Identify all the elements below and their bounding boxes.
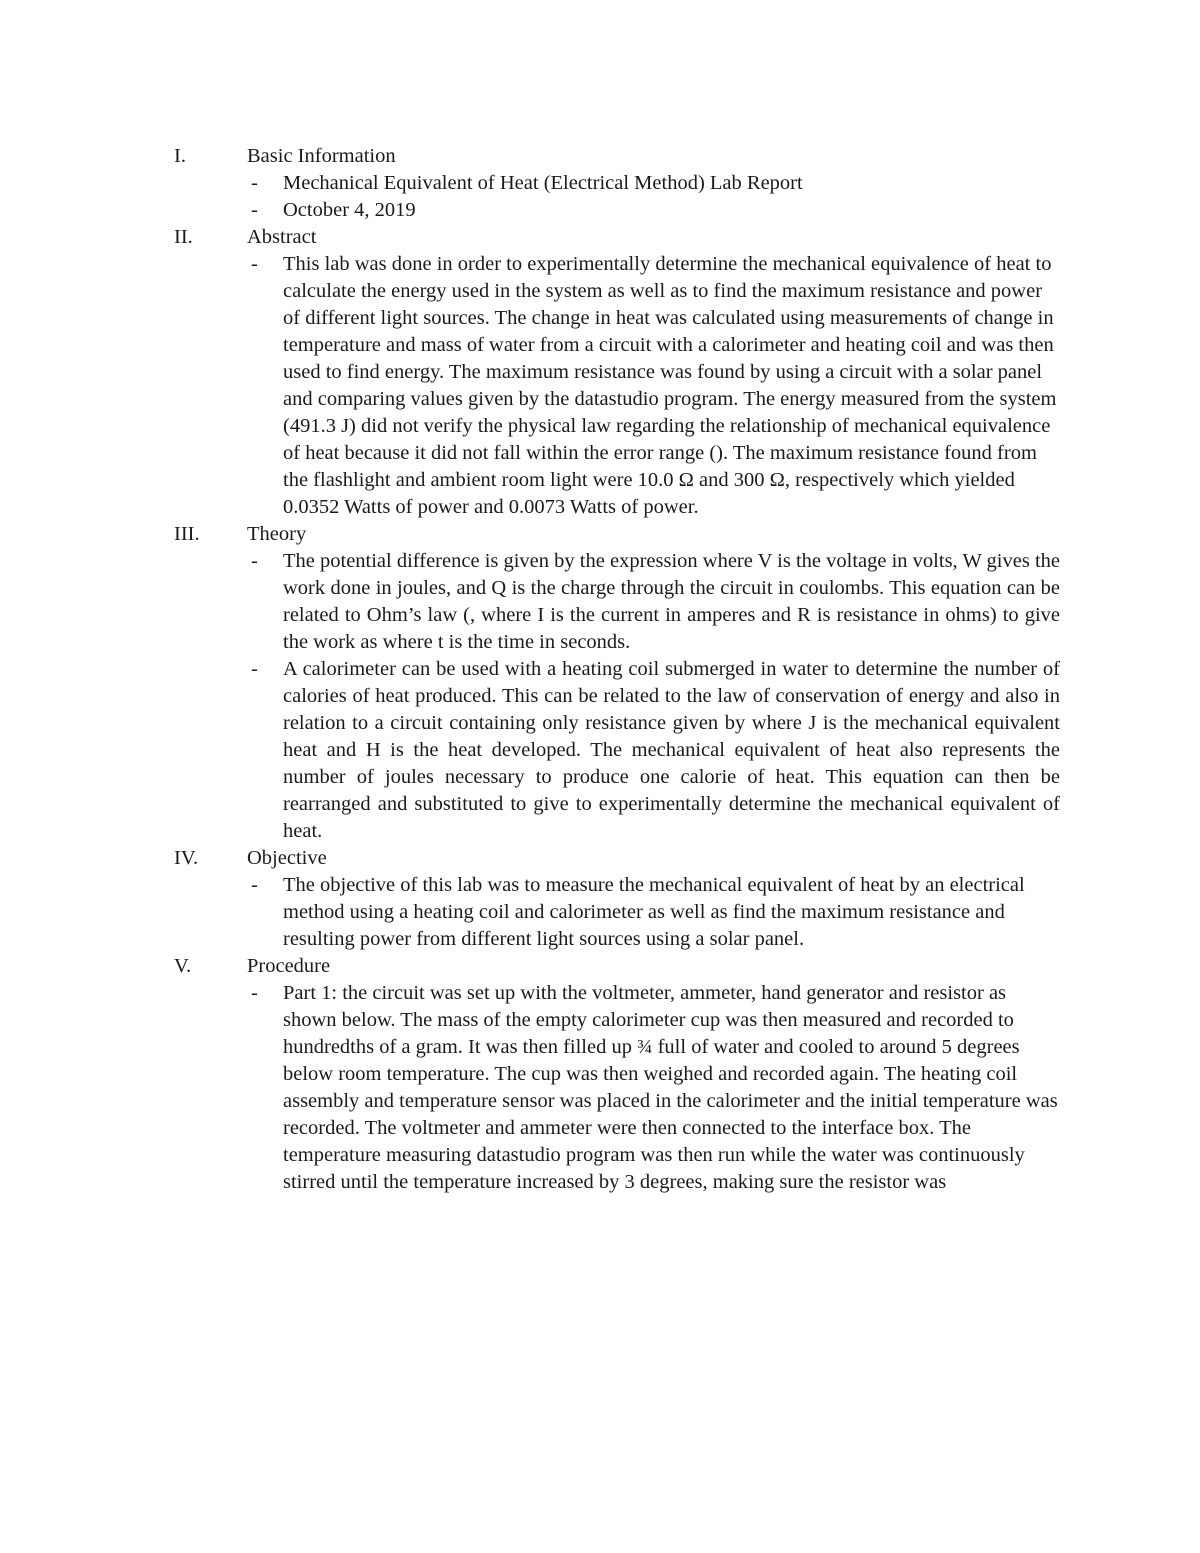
- list-item: [174, 170, 1060, 197]
- section-numeral: I.: [174, 145, 186, 167]
- report-title: Mechanical Equivalent of Heat (Electrical Method) Lab Report: [283, 172, 803, 194]
- report-date: October 4, 2019: [283, 199, 416, 221]
- list-item: [174, 548, 1060, 656]
- section-procedure: [174, 953, 1074, 1196]
- section-title: Theory: [247, 523, 307, 545]
- list-item: [174, 872, 1060, 953]
- section-numeral: IV.: [174, 847, 199, 869]
- dash-bullet-icon: -: [251, 550, 258, 572]
- section-heading: [174, 953, 1074, 980]
- dash-bullet-icon: -: [251, 172, 258, 194]
- section-title: Basic Information: [247, 145, 396, 167]
- section-abstract: [174, 224, 1074, 521]
- section-theory: [174, 521, 1074, 845]
- document-body: [174, 143, 1074, 1196]
- theory-paragraph: The potential difference is given by the expression where V is the voltage in volts, W gives the work done in joules, and Q is the charge through the circuit in coulombs. This equation can be related to Ohm’s law (, where I is the current in amperes and R is resistance in ohms) to give the work as where t is the time in seconds.: [283, 550, 1060, 653]
- dash-bullet-icon: -: [251, 199, 258, 221]
- dash-bullet-icon: -: [251, 982, 258, 1004]
- section-numeral: III.: [174, 523, 200, 545]
- section-title: Procedure: [247, 955, 331, 977]
- section-heading: [174, 521, 1074, 548]
- procedure-paragraph: Part 1: the circuit was set up with the voltmeter, ammeter, hand generator and resistor as shown below. The mass of the empty calorimeter cup was then measured and recorded to hundredths of a gram. It was then filled up ¾ full of water and cooled to around 5 degrees below room temperature. The cup was then weighed and recorded again. The heating coil assembly and temperature sensor was placed in the calorimeter and the initial temperature was recorded. The voltmeter and ammeter were then connected to the interface box. The temperature measuring datastudio program was then run while the water was continuously stirred until the temperature increased by 3 degrees, making sure the resistor was: [283, 982, 1058, 1193]
- dash-bullet-icon: -: [251, 253, 258, 275]
- theory-paragraph: A calorimeter can be used with a heating coil submerged in water to determine the number of calories of heat produced. This can be related to the law of conservation of energy and also in relation to a circuit containing only resistance given by where J is the mechanical equivalent heat and H is the heat developed. The mechanical equivalent of heat also represents the number of joules necessary to produce one calorie of heat. This equation can then be rearranged and substituted to give to experimentally determine the mechanical equivalent of heat.: [283, 658, 1060, 842]
- section-objective: [174, 845, 1074, 953]
- section-heading: [174, 143, 1074, 170]
- list-item: [174, 656, 1060, 845]
- objective-paragraph: The objective of this lab was to measure the mechanical equivalent of heat by an electrical method using a heating coil and calorimeter as well as find the maximum resistance and resulting power from different light sources using a solar panel.: [283, 874, 1025, 950]
- section-heading: [174, 845, 1074, 872]
- section-title: Objective: [247, 847, 327, 869]
- section-numeral: II.: [174, 226, 193, 248]
- list-item: [174, 251, 1060, 521]
- dash-bullet-icon: -: [251, 874, 258, 896]
- list-item: [174, 197, 1060, 224]
- section-numeral: V.: [174, 955, 192, 977]
- section-heading: [174, 224, 1074, 251]
- list-item: [174, 980, 1060, 1196]
- abstract-paragraph: This lab was done in order to experimentally determine the mechanical equivalence of heat to calculate the energy used in the system as well as to find the maximum resistance and power of different light sources. The change in heat was calculated using measurements of change in temperature and mass of water from a circuit with a calorimeter and heating coil and was then used to find energy. The maximum resistance was found by using a circuit with a solar panel and comparing values given by the datastudio program. The energy measured from the system (491.3 J) did not verify the physical law regarding the relationship of mechanical equivalence of heat because it did not fall within the error range (). The maximum resistance found from the flashlight and ambient room light were 10.0 Ω and 300 Ω, respectively which yielded 0.0352 Watts of power and 0.0073 Watts of power.: [283, 253, 1057, 518]
- dash-bullet-icon: -: [251, 658, 258, 680]
- section-title: Abstract: [247, 226, 317, 248]
- section-basic-information: [174, 143, 1074, 224]
